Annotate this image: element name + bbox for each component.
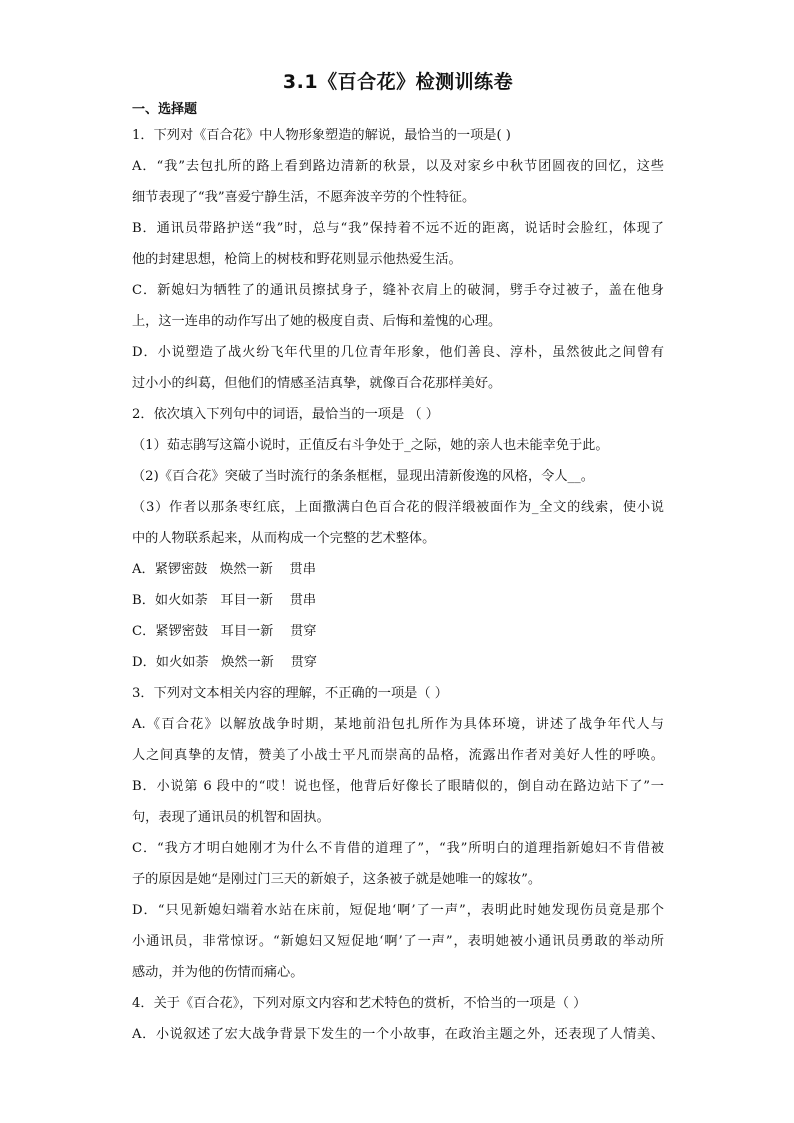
- q3-option-a-line2: 人之间真挚的友情，赞美了小战士平凡而崇高的品格，流露出作者对美好人性的呼唤。: [132, 748, 664, 763]
- q2-option-a: A．紧锣密鼓 焕然一新 贯串: [132, 562, 316, 577]
- q3-option-c-line1: C．“我方才明白她刚才为什么不肯借的道理了”，“我”所明白的道理指新媳妇不肯借被: [132, 841, 664, 856]
- q3-option-d-line3: 感动，并为他的伤情而痛心。: [132, 965, 304, 980]
- q3-stem: 3．下列对文本相关内容的理解，不正确的一项是（ ）: [132, 686, 448, 701]
- q1-stem: 1．下列对《百合花》中人物形象塑造的解说，最恰当的一项是( ): [132, 128, 511, 143]
- q3-option-b-line1: B．小说第 6 段中的“哎！说也怪，他背后好像长了眼睛似的，倒自动在路边站下了”一: [132, 779, 664, 794]
- q4-option-a-line1: A．小说叙述了宏大战争背景下发生的一个小故事，在政治主题之外，还表现了人情美、: [132, 1027, 664, 1042]
- q3-option-d-line2: 小通讯员，非常惊讶。“新媳妇又短促地‘啊’了一声”，表明她被小通讯员勇敢的举动所: [132, 934, 664, 949]
- q3-option-b-line2: 句，表现了通讯员的机智和固执。: [132, 810, 330, 825]
- q1-option-c-line2: 上，这一连串的动作写出了她的极度自责、后悔和羞愧的心理。: [132, 314, 502, 329]
- q2-option-d: D．如火如荼 焕然一新 贯穿: [132, 655, 317, 670]
- exam-page: [132, 66, 664, 1050]
- q3-option-c-line2: 子的原因是她“是刚过门三天的新娘子，这条被子就是她唯一的嫁妆”。: [132, 872, 542, 887]
- q1-option-d-line1: D．小说塑造了战火纷飞年代里的几位青年形象，他们善良、淳朴，虽然彼此之间曾有: [132, 345, 664, 360]
- q2-sentence-1: （1）茹志鹃写这篇小说时，正值反右斗争处于_之际，她的亲人也未能幸免于此。: [132, 438, 609, 453]
- q1-option-a-line1: A．“我”去包扎所的路上看到路边清新的秋景，以及对家乡中秋节团圆夜的回忆，这些: [132, 159, 664, 174]
- page-title: 3.1《百合花》检测训练卷: [282, 71, 514, 93]
- q2-sentence-3-line2: 中的人物联系起来，从而构成一个完整的艺术整体。: [132, 531, 436, 546]
- q2-stem: 2．依次填入下列句中的词语，最恰当的一项是 （ ）: [132, 407, 439, 422]
- q4-stem: 4．关于《百合花》，下列对原文内容和艺术特色的赏析，不恰当的一项是（ ）: [132, 996, 587, 1011]
- q1-option-d-line2: 过小小的纠葛，但他们的情感圣洁真挚，就像百合花那样美好。: [132, 376, 502, 391]
- q1-option-b-line2: 他的封建思想，枪筒上的树枝和野花则显示他热爱生活。: [132, 252, 462, 267]
- q2-option-b: B．如火如荼 耳目一新 贯串: [132, 593, 317, 608]
- section-heading-choice: 一、选择题: [132, 102, 198, 117]
- q3-option-a-line1: A.《百合花》以解放战争时期，某地前沿包扎所作为具体环境，讲述了战争年代人与: [132, 717, 664, 732]
- q2-sentence-2: （2)《百合花》突破了当时流行的条条框框，显现出清新俊逸的风格，令人__。: [132, 469, 594, 484]
- q1-option-b-line1: B．通讯员带路护送“我”时，总与“我”保持着不远不近的距离，说话时会脸红，体现了: [132, 221, 664, 236]
- q1-option-a-line2: 细节表现了“我”喜爱宁静生活，不愿奔波辛劳的个性特征。: [132, 190, 476, 205]
- q1-option-c-line1: C．新媳妇为牺牲了的通讯员擦拭身子，缝补衣肩上的破洞，劈手夺过被子，盖在他身: [132, 283, 664, 298]
- q2-option-c: C．紧锣密鼓 耳目一新 贯穿: [132, 624, 317, 639]
- q2-sentence-3-line1: （3）作者以那条枣红底，上面撒满白色百合花的假洋缎被面作为_全文的线索，使小说: [132, 500, 664, 515]
- q3-option-d-line1: D．“只见新媳妇端着水站在床前，短促地‘啊’了一声”，表明此时她发现伤员竟是那个: [132, 903, 664, 918]
